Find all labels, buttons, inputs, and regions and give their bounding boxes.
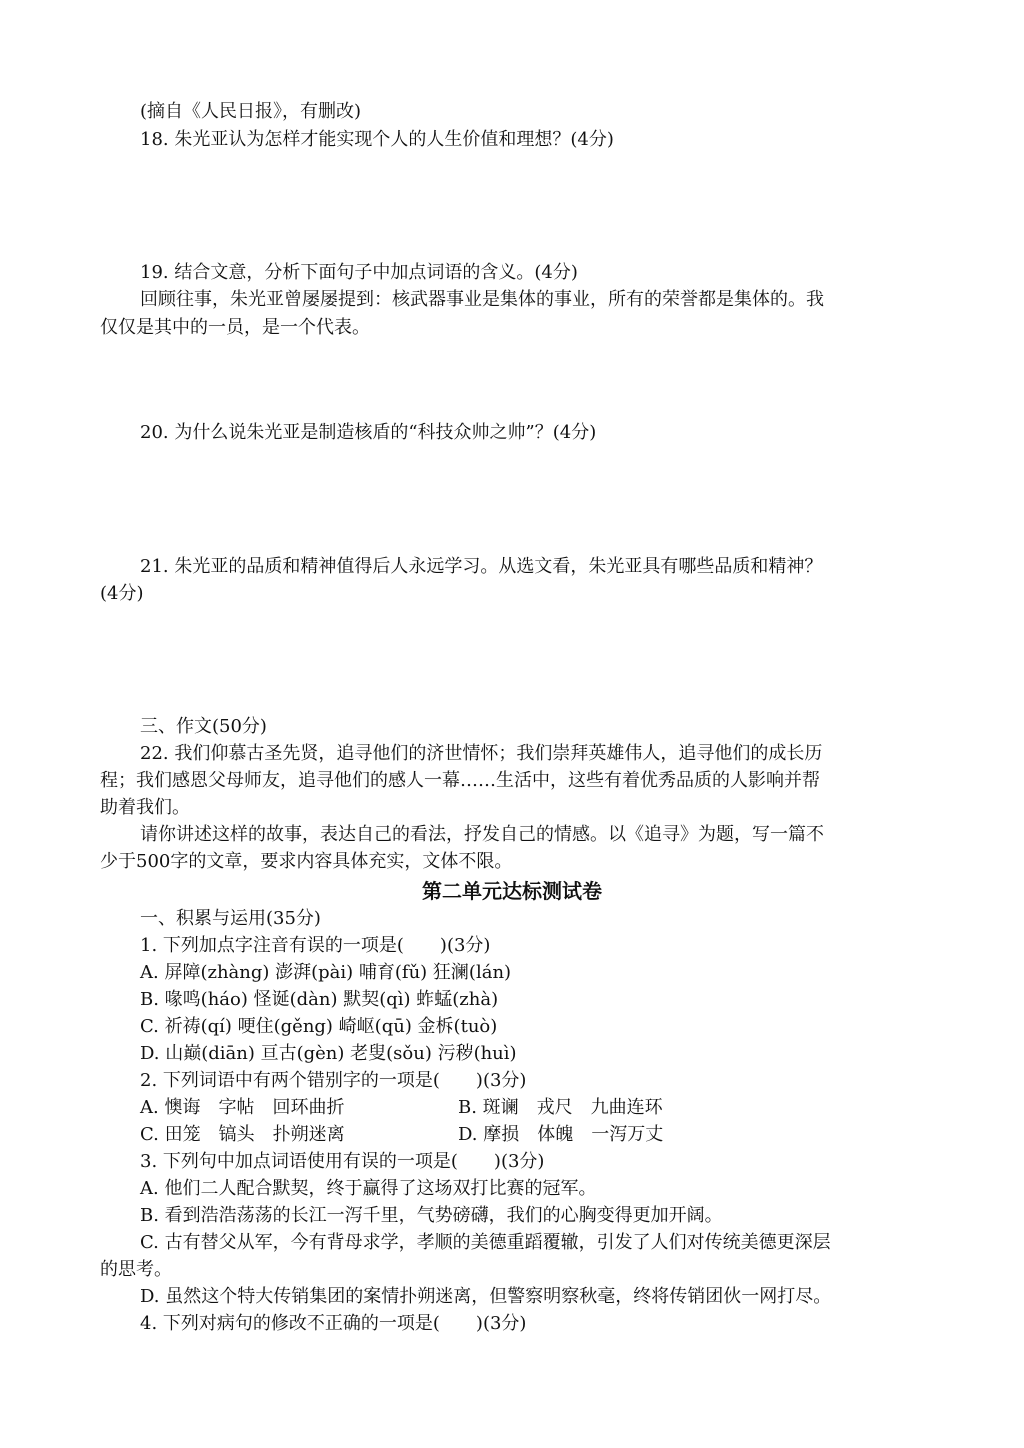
question-21-line1: 21. 朱光亚的品质和精神值得后人永远学习。从选文看，朱光亚具有哪些品质和精神？ [140,556,823,577]
question-3-option-b: B. 看到浩浩荡荡的长江一泻千里，气势磅礴，我们的心胸变得更加开阔。 [140,1205,723,1226]
question-3-option-c-line1: C. 古有替父从军，今有背母求学，孝顺的美德重蹈覆辙，引发了人们对传统美德更深层 [140,1232,831,1253]
question-4: 4. 下列对病句的修改不正确的一项是( )(3分) [140,1313,527,1334]
question-3: 3. 下列句中加点词语使用有误的一项是( )(3分) [140,1151,545,1172]
question-20: 20. 为什么说朱光亚是制造核盾的“科技众帅之帅”？(4分) [140,422,597,443]
question-22-line3: 助着我们。 [100,797,190,818]
section-3-heading: 三、作文(50分) [140,716,267,737]
question-2-option-d: D. 摩损 体魄 一泻万丈 [458,1124,664,1145]
question-22-line2: 程；我们感恩父母师友，追寻他们的感人一幕……生活中，这些有着优秀品质的人影响并帮 [100,770,820,791]
question-19-quote-line1: 回顾往事，朱光亚曾屡屡提到：核武器事业是集体的事业，所有的荣誉都是集体的。我 [140,289,824,310]
question-1-option-a: A. 屏障(zhàng) 澎湃(pài) 哺育(fǔ) 狂澜(lán) [140,962,512,983]
question-3-option-d: D. 虽然这个特大传销集团的案情扑朔迷离，但警察明察秋毫，终将传销团伙一网打尽。 [140,1286,832,1307]
question-3-option-a: A. 他们二人配合默契，终于赢得了这场双打比赛的冠军。 [140,1178,597,1199]
question-2-option-b: B. 斑谰 戎尺 九曲连环 [458,1097,663,1118]
question-18: 18. 朱光亚认为怎样才能实现个人的人生价值和理想？(4分) [140,129,614,150]
question-22-line5: 少于500字的文章，要求内容具体充实，文体不限。 [100,851,513,872]
question-19-quote-line2: 仅仅是其中的一员，是一个代表。 [100,317,370,338]
question-1: 1. 下列加点字注音有误的一项是( )(3分) [140,935,491,956]
question-22-line4: 请你讲述这样的故事，表达自己的看法，抒发自己的情感。以《追寻》为题，写一篇不 [140,824,824,845]
question-3-option-c-line2: 的思考。 [100,1259,172,1280]
question-2-option-a: A. 懊诲 字帖 回环曲折 [140,1097,345,1118]
question-2: 2. 下列词语中有两个错别字的一项是( )(3分) [140,1070,527,1091]
source-note: (摘自《人民日报》，有删改) [140,101,362,122]
section-1-heading: 一、积累与运用(35分) [140,908,321,929]
question-19: 19. 结合文意，分析下面句子中加点词语的含义。(4分) [140,262,578,283]
question-1-option-b: B. 喙鸣(háo) 怪诞(dàn) 默契(qì) 蚱蜢(zhà) [140,989,499,1010]
unit-2-title: 第二单元达标测试卷 [422,879,602,903]
question-1-option-d: D. 山巅(diān) 亘古(gèn) 老叟(sǒu) 污秽(huì) [140,1043,517,1064]
question-1-option-c: C. 祈祷(qí) 哽住(gěng) 崎岖(qū) 金柝(tuò) [140,1016,498,1037]
question-2-option-c: C. 田笼 镐头 扑朔迷离 [140,1124,345,1145]
question-22-line1: 22. 我们仰慕古圣先贤，追寻他们的济世情怀；我们崇拜英雄伟人，追寻他们的成长历 [140,743,823,764]
question-21-line2: (4分) [100,583,144,604]
